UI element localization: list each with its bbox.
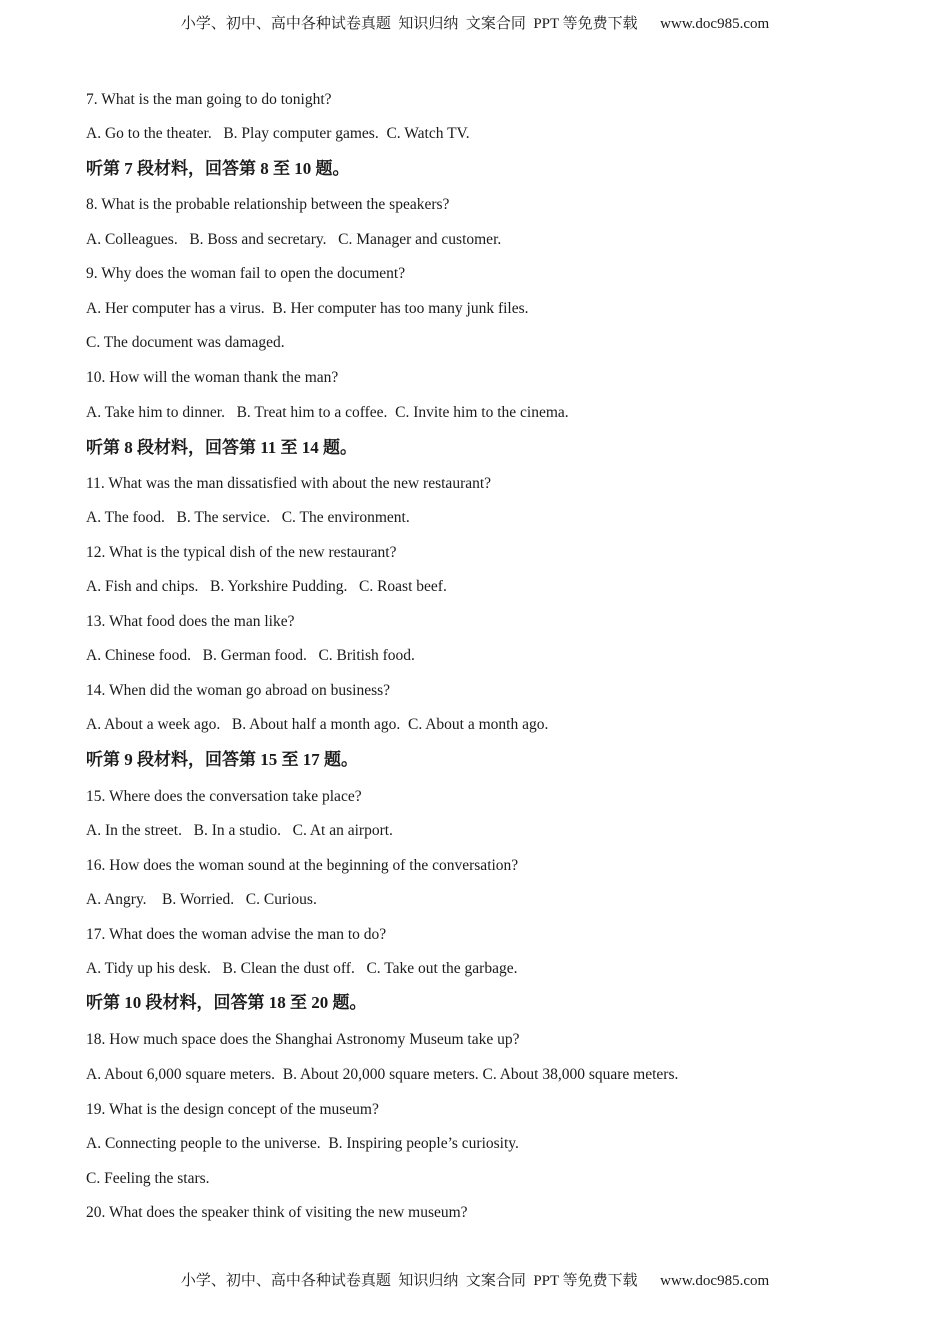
options-19-ab: A. Connecting people to the universe. B. Inspiring people’s curiosity. [86,1135,519,1152]
options-16: A. Angry. B. Worried. C. Curious. [86,891,317,908]
options-8: A. Colleagues. B. Boss and secretary. C. Manager and customer. [86,231,502,248]
page-footer: 小学、初中、高中各种试卷真题 知识归纳 文案合同 PPT 等免费下载 www.doc985.com [180,1273,770,1289]
section-heading-9: 听第 9 段材料，回答第 15 至 17 题。 [86,750,358,769]
question-11: 11. What was the man dissatisfied with about the new restaurant? [86,475,492,492]
question-10: 10. How will the woman thank the man? [86,369,339,386]
question-12: 12. What is the typical dish of the new restaurant? [86,544,397,561]
options-17: A. Tidy up his desk. B. Clean the dust off. C. Take out the garbage. [86,960,518,977]
options-9-c: C. The document was damaged. [86,334,285,351]
options-14: A. About a week ago. B. About half a month ago. C. About a month ago. [86,716,549,733]
question-8: 8. What is the probable relationship between the speakers? [86,196,450,213]
question-16: 16. How does the woman sound at the beginning of the conversation? [86,857,519,874]
question-9: 9. Why does the woman fail to open the document? [86,265,406,282]
question-13: 13. What food does the man like? [86,613,295,630]
options-9-ab: A. Her computer has a virus. B. Her computer has too many junk files. [86,300,529,317]
options-11: A. The food. B. The service. C. The environment. [86,509,410,526]
page-header: 小学、初中、高中各种试卷真题 知识归纳 文案合同 PPT 等免费下载 www.doc985.com [180,16,770,32]
question-18: 18. How much space does the Shanghai Astronomy Museum take up? [86,1031,520,1048]
section-heading-10: 听第 10 段材料，回答第 18 至 20 题。 [86,993,367,1012]
section-heading-8: 听第 8 段材料，回答第 11 至 14 题。 [86,438,358,457]
question-14: 14. When did the woman go abroad on business? [86,682,391,699]
options-15: A. In the street. B. In a studio. C. At an airport. [86,822,393,839]
options-10: A. Take him to dinner. B. Treat him to a coffee. C. Invite him to the cinema. [86,404,569,421]
question-7: 7. What is the man going to do tonight? [86,91,332,108]
question-20: 20. What does the speaker think of visiting the new museum? [86,1204,468,1221]
options-18: A. About 6,000 square meters. B. About 20,000 square meters. C. About 38,000 square meters. [86,1066,679,1083]
options-19-c: C. Feeling the stars. [86,1170,210,1187]
options-7: A. Go to the theater. B. Play computer games. C. Watch TV. [86,125,470,142]
options-13: A. Chinese food. B. German food. C. British food. [86,647,415,664]
question-15: 15. Where does the conversation take place? [86,788,362,805]
question-19: 19. What is the design concept of the museum? [86,1101,379,1118]
section-heading-7: 听第 7 段材料，回答第 8 至 10 题。 [86,159,350,178]
question-17: 17. What does the woman advise the man to do? [86,926,387,943]
options-12: A. Fish and chips. B. Yorkshire Pudding. C. Roast beef. [86,578,447,595]
